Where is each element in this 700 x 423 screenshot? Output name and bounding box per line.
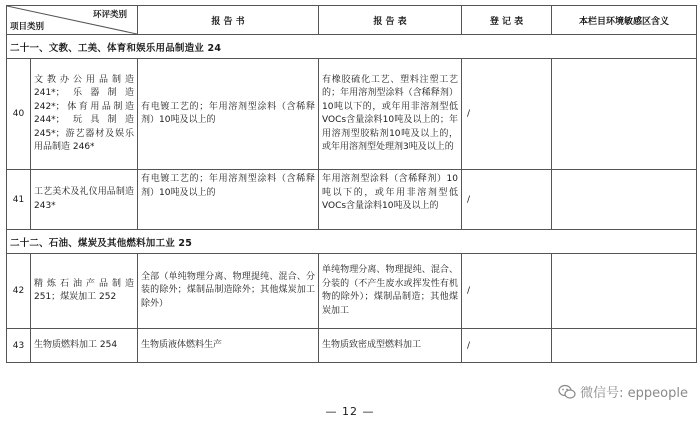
report-book-cell: 生物质液体燃料生产 [138,329,319,363]
header-report-form: 报 告 表 [319,6,462,35]
report-book-cell: 有电镀工艺的；年用溶剂型涂料（含稀释剂）10吨及以上的 [138,59,319,170]
row-number: 41 [7,170,31,230]
report-form-cell: 生物质致密成型燃料加工 [319,329,462,363]
project-category: 文教办公用品制造 241*；乐器制造 242*；体育用品制造 244*；玩具制造 245*；游艺器材及娱乐用品制造 246* [31,59,138,170]
report-book-cell: 有电镀工艺的；年用溶剂型涂料（含稀释剂）10吨及以上的 [138,170,319,230]
project-category: 工艺美术及礼仪用品制造 243* [31,170,138,230]
table-row [7,254,697,329]
watermark-text: 微信号: eppeople [580,386,688,401]
register-cell: / [462,59,552,170]
section-row [7,35,697,59]
wechat-watermark [558,382,688,401]
section-row [7,230,697,254]
diag-top-label: 环评类别 [92,10,127,20]
section-title: 二十一、文教、工美、体育和娱乐用品制造业 24 [7,35,697,59]
table-row [7,170,697,230]
register-cell: / [462,254,552,329]
row-number: 43 [7,329,31,363]
header-report-book: 报 告 书 [138,6,319,35]
sensitive-area-cell [552,59,697,170]
page-number: — 12 — [325,405,375,418]
table-row [7,329,697,363]
eia-category-table [6,5,697,363]
wechat-icon [558,384,576,400]
report-form-cell: 单纯物理分离、物理提纯、混合、分装的（不产生废水或挥发性有机物的除外）；煤制品制造；其他煤炭加工 [319,254,462,329]
row-number: 42 [7,254,31,329]
sensitive-area-cell [552,254,697,329]
header-sensitive-area: 本栏目环境敏感区含义 [552,6,697,35]
sensitive-area-cell [552,170,697,230]
sensitive-area-cell [552,329,697,363]
diagonal-header-cell [7,6,138,35]
register-cell: / [462,170,552,230]
table-header-row [7,6,697,35]
document-sheet [6,5,696,363]
row-number: 40 [7,59,31,170]
project-category: 生物质燃料加工 254 [31,329,138,363]
table-row [7,59,697,170]
report-form-cell: 有橡胶硫化工艺、塑料注塑工艺的；年用溶剂型涂料（含稀释剂）10吨以下的，或年用非溶剂型低VOCs含量涂料10吨及以上的；年用溶剂型胶粘剂10吨及以上的，或年用溶剂型处理剂3吨及以上的 [319,59,462,170]
report-form-cell: 年用溶剂型涂料（含稀释剂）10吨以下的，或年用非溶剂型低VOCs含量涂料10吨及以上的 [319,170,462,230]
project-category: 精炼石油产品制造 251；煤炭加工 252 [31,254,138,329]
header-register: 登 记 表 [462,6,552,35]
diag-bottom-label: 项目类别 [10,22,45,32]
report-book-cell: 全部（单纯物理分离、物理提纯、混合、分装的除外；煤制品制造除外；其他煤炭加工除外） [138,254,319,329]
register-cell: / [462,329,552,363]
section-title: 二十二、石油、煤炭及其他燃料加工业 25 [7,230,697,254]
